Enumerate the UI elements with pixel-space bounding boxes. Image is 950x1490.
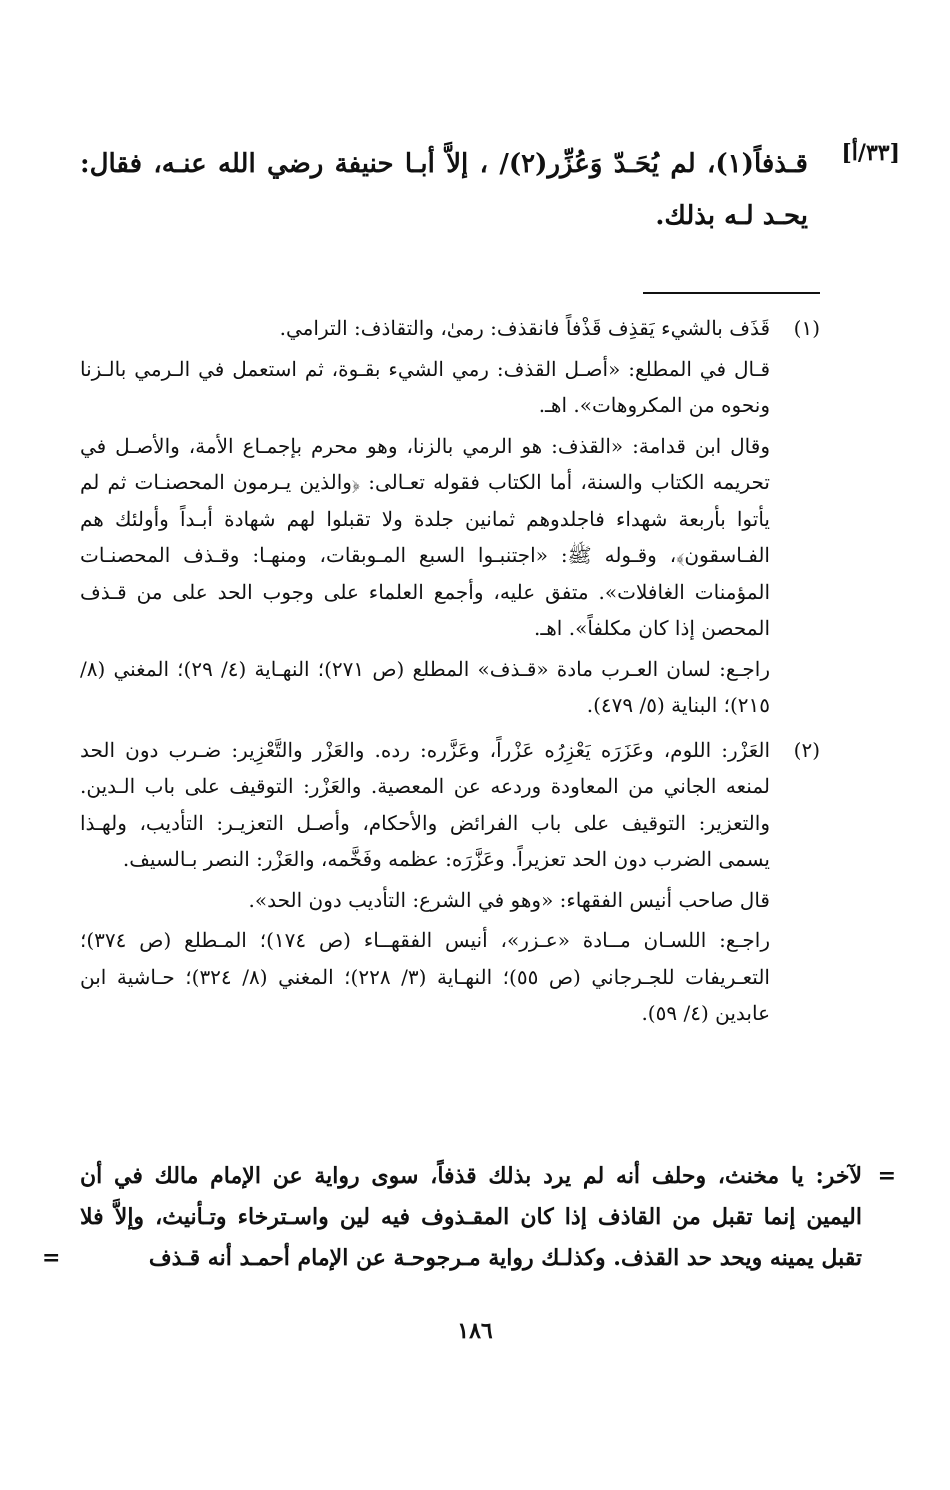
footnote-2 [80,732,820,1032]
footnote-paragraph: راجـع: لسان العـرب مادة «قـذف» المطلع (ص ٢٧١)؛ النهـاية (٤/ ٢٩)؛ المغني (٨/ ٢١٥)؛ البناية (٥/ ٤٧٩). [80,656,770,717]
footnote-paragraph: قَذَف بالشيء يَقذِف قَذْفاً فانقذف: رمىٰ، والتقاذف: الترامي. [279,316,770,340]
continuation-end-mark: = [42,1245,61,1271]
footnote-number: (١) [793,316,820,340]
footnote-separator [643,292,820,294]
footnote-paragraph: وقال ابن قدامة: «القذف: هو الرمي بالزنا، وهو محرم بإجمـاع الأمة، والأصـل في تحريمه الكتاب والسنة، أما الكتاب فقوله تعـالى: ﴿والذين يـرمون المحصنـات ثم لم يأتوا بأربعة شهداء فاجلدوهم ثمانين جلدة ولا تقبلوا لهم شهادة أبـداً وأولئك هم الفـاسقون﴾، وقـوله ﷺ: «اجتنبـوا السبع المـوبقات، ومنهـا: وقـذف المحصنـات المؤمنات الغافلات». متفق عليه، وأجمع العلماء على وجوب الحد على من قـذف المحصن إذا كان مكلفاً». اهـ. [80,433,770,640]
continued-note [42,1156,896,1279]
main-text-block [80,138,900,242]
main-paragraph: قـذفاً(١)، لم يُحَـدّ وَعُزِّر(٢)/ ، إلاَّ أبـا حنيفة رضي الله عنـه، فقال: يحـد لـه بذلك. [80,149,808,231]
page-number: ١٨٦ [457,1318,493,1344]
manuscript-folio-marker: [٣٣/أ] [841,140,900,166]
continuation-start-mark: = [877,1163,896,1189]
footnote-paragraph: العَزْر: اللوم، وعَزَرَه يَعْزِرُه عَزْراً، وعَزَّره: رده. والعَزْر والتَّعْزِير: ضـرب دون الحد لمنعه الجاني من المعاودة وردعه عن المعصية. والعَزْر: التوقيف على باب الـدين. والتعزير: التوقيف على باب الفرائض والأحكام، وأصـل التعزيـر: التأديب، ولهـذا يسمى الضرب دون الحد تعزيراً. وعَزَّرَه: عظمه وفَخَّمه، والعَزْر: النصر بـالسيف. [80,737,771,871]
footnote-paragraph: قال صاحب أنيس الفقهاء: «وهو في الشرع: التأديب دون الحد». [248,887,770,912]
footnote-paragraph: راجـع: اللسـان مــادة «عـزر»، أنيس الفقهــاء (ص ١٧٤)؛ المـطلع (ص ٣٧٤)؛ التعـريفات للجـرجاني (ص ٥٥)؛ النهـاية (٣/ ٢٢٨)؛ المغني (٨/ ٣٢٤)؛ حـاشية ابن عابدين (٤/ ٥٩). [80,928,770,1025]
footnote-number: (٢) [793,737,820,762]
continued-note-text: لآخر: يا مخنث، وحلف أنه لم يرد بذلك قذفاً، سوى رواية عن الإمام مالك في أن اليمين إنما تقبل من القاذف إذا كان المقـذوف فيه لين واسـترخاء وتـأنيث، وإلاَّ فلا تقبل يمينه ويحد حد القذف. وكذلـك رواية مـرجوحـة عن الإمام أحمـد أنه قـذف [80,1163,862,1271]
footnote-paragraph: قـال في المطلع: «أصـل القذف: رمي الشيء بقـوة، ثم استعمل في الـرمي بالـزنا ونحوه من المكروهات». اهـ. [80,356,770,417]
footnote-1 [80,310,820,724]
footnotes [80,310,820,1036]
